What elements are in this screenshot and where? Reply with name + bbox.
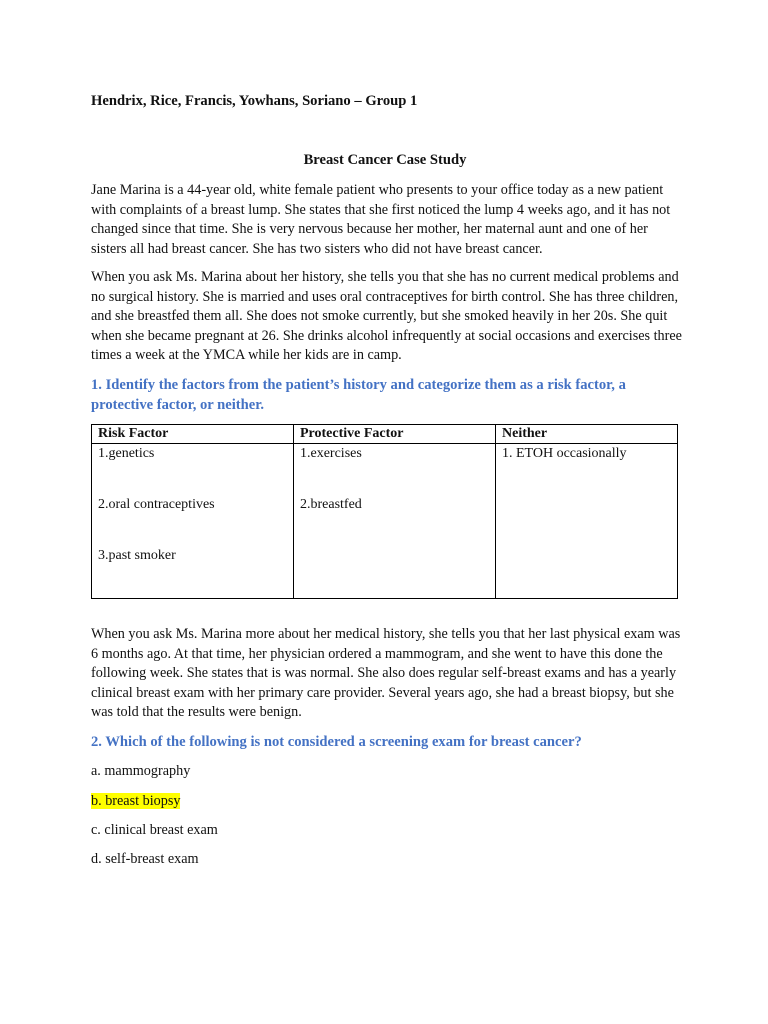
header-neither: Neither [496,425,678,444]
header-protective-factor: Protective Factor [294,425,496,444]
risk-factor-cell [92,444,294,599]
header-risk-factor: Risk Factor [92,425,294,444]
protective-factor-cell [294,444,496,599]
factor-table-row [92,444,678,599]
protective-factor-item: 1.exercises [300,446,362,461]
case-paragraph-history: When you ask Ms. Marina about her history, she tells you that she has no current medical problems and no surgical history. She is married and uses oral contraceptives for birth control. She has three children, and she breastfed them all. She does not smoke currently, but she smoked heavily in her 20s. She quit when she became pregnant at 26. She drinks alcohol infrequently at social occasions and exercises three times a week at the YMCA while her kids are in camp. [91,269,682,363]
neither-item: 1. ETOH occasionally [502,446,627,461]
author-line: Hendrix, Rice, Francis, Yowhans, Soriano – Group 1 [91,93,418,109]
answer-option-a: a. mammography [91,763,191,779]
answer-option-b [91,792,180,811]
risk-factor-item: 1.genetics [98,446,155,461]
factor-table [91,424,678,599]
document-title: Breast Cancer Case Study [303,152,467,168]
risk-factor-item: 2.oral contraceptives [98,497,215,512]
case-paragraph-medical-history: When you ask Ms. Marina more about her medical history, she tells you that her last physical exam was 6 months ago. At that time, her physician ordered a mammogram, and she went to have this done the following week. She states that is was normal. She also does regular self-breast exams and has a yearly clinical breast exam with her primary care provider. Several years ago, she had a breast biopsy, but she was told that the results were benign. [91,626,681,720]
neither-cell [496,444,678,599]
factor-table-header-row [92,425,678,444]
case-paragraph-intro: Jane Marina is a 44-year old, white female patient who presents to your office today as a new patient with complaints of a breast lump. She states that she first noticed the lump 4 weeks ago, and it has not changed since that time. She is very nervous because her mother, her maternal aunt and one of her sisters all had breast cancer. She has two sisters who did not have breast cancer. [91,182,671,257]
question-2: 2. Which of the following is not considered a screening exam for breast cancer? [91,734,582,750]
question-1: 1. Identify the factors from the patient’s history and categorize them as a risk factor, a protective factor, or neither. [91,377,626,413]
protective-factor-item: 2.breastfed [300,497,362,512]
answer-option-c: c. clinical breast exam [91,822,218,838]
risk-factor-item: 3.past smoker [98,548,176,563]
answer-option-d: d. self-breast exam [91,851,199,867]
highlighted-answer: b. breast biopsy [91,793,181,809]
